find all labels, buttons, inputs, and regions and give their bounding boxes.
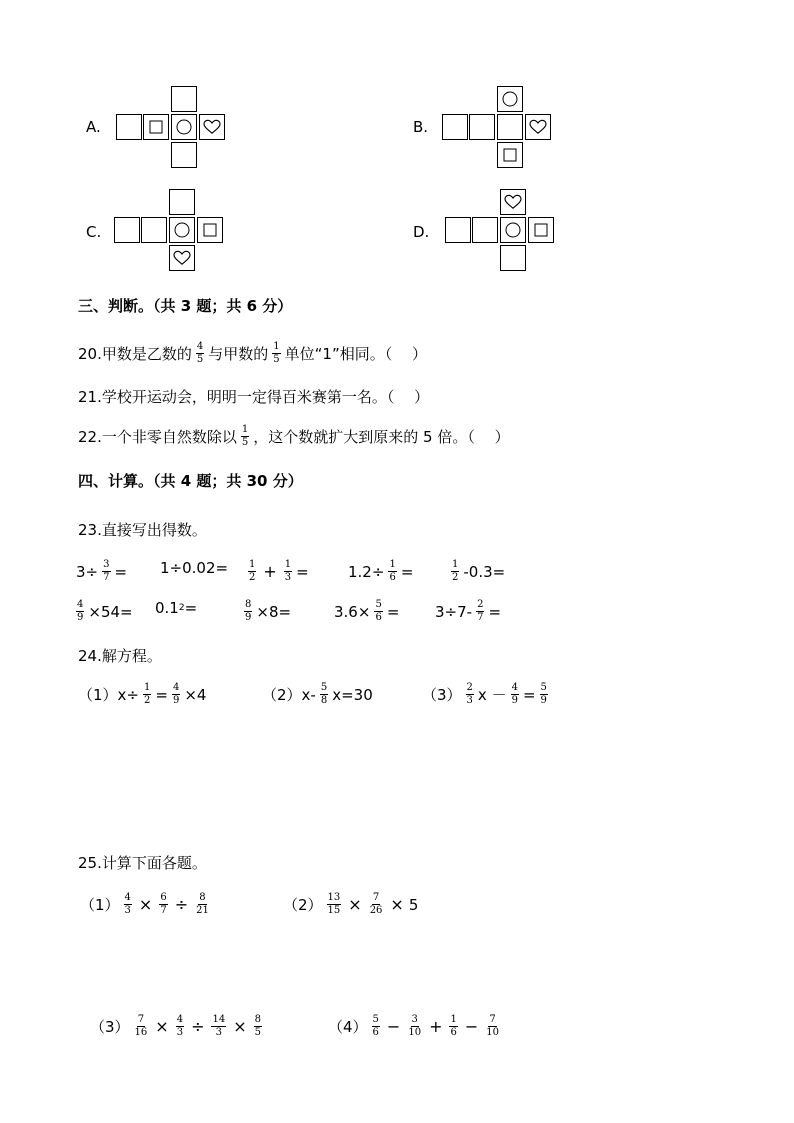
q22-text-a: 22.一个非零自然数除以 — [78, 428, 237, 446]
section-4-heading: 四、计算。（共 4 题；共 30 分） — [78, 472, 303, 490]
q24-equation-3: （3） $\frac{2}{3}$ x － $\frac{4}{9}$ = $\frac{5}{9}$ — [422, 682, 547, 706]
net-cell — [171, 114, 197, 140]
heart-icon — [203, 119, 221, 135]
net-cell — [497, 86, 523, 112]
heart-icon — [173, 250, 191, 266]
q23-expr: 3.6× $\frac{5}{6}$ = — [334, 599, 400, 623]
net-cell — [169, 217, 195, 243]
q24-equation-1: （1）x÷ $\frac{1}{2}$ = $\frac{4}{9}$ ×4 — [78, 682, 207, 706]
square-icon — [535, 224, 548, 237]
fraction: $\frac{6}{7}$ — [160, 892, 167, 916]
heart-icon — [529, 119, 547, 135]
net-cell — [171, 142, 197, 168]
fraction: $\frac{14}{3}$ — [212, 1014, 226, 1038]
net-cell — [497, 114, 523, 140]
net-cell — [500, 189, 526, 215]
fraction: $\frac{1}{6}$ — [389, 559, 396, 583]
circle-icon — [506, 223, 521, 238]
fraction: $\frac{4}{3}$ — [176, 1014, 184, 1038]
fraction: $\frac{13}{15}$ — [327, 892, 341, 916]
fraction: $\frac{8}{9}$ — [245, 599, 252, 623]
question-22 — [78, 424, 510, 449]
fraction: $\frac{5}{8}$ — [320, 682, 328, 706]
net-cell — [528, 217, 554, 243]
net-cell — [143, 114, 169, 140]
fraction: $\frac{1}{2}$ — [452, 559, 459, 583]
q22-text-b: ，这个数就扩大到原来的 5 倍。（ ） — [253, 428, 510, 446]
q20-text-b: 与甲数的 — [208, 345, 269, 363]
fraction: $\frac{5}{9}$ — [540, 682, 547, 706]
fraction: $\frac{4}{3}$ — [124, 892, 131, 916]
question-23-title: 23.直接写出得数。 — [78, 521, 207, 539]
heart-icon — [504, 194, 522, 210]
q23-expr: 0.1 2 = — [155, 599, 198, 617]
question-25-title: 25.计算下面各题。 — [78, 854, 207, 872]
net-cell — [500, 217, 526, 243]
q23-expr: 3÷ $\frac{3}{7}$ = — [76, 559, 128, 583]
fraction: $\frac{2}{3}$ — [466, 682, 473, 706]
section-3-heading: 三、判断。（共 3 题；共 6 分） — [78, 297, 293, 315]
fraction: $\frac{7}{10}$ — [486, 1014, 499, 1038]
q23-expr: 1÷0.02= — [160, 559, 229, 577]
q23-expr: $\frac{1}{2}$ -0.3= — [452, 559, 506, 583]
q20-text-a: 20.甲数是乙数的 — [78, 345, 192, 363]
q23-expr: $\frac{1}{2}$ + $\frac{1}{3}$ = — [249, 559, 309, 583]
q24-equation-2: （2）x- $\frac{5}{8}$ x=30 — [262, 682, 373, 706]
fraction: $\frac{5}{6}$ — [375, 599, 382, 623]
net-cell — [497, 142, 523, 168]
net-cell — [442, 114, 468, 140]
q25-problem-1: （1） $\frac{4}{3}$ × $\frac{6}{7}$ ÷ $\frac{8}{21}$ — [80, 892, 209, 916]
square-icon — [204, 224, 217, 237]
option-a-label: A. — [86, 118, 101, 136]
q23-expr: 3÷7- $\frac{2}{7}$ = — [435, 599, 502, 623]
fraction: $\frac{3}{10}$ — [408, 1014, 422, 1038]
q23-expr: $\frac{8}{9}$ ×8= — [245, 599, 292, 623]
option-d-label: D. — [413, 223, 430, 241]
q25-problem-4: （4） $\frac{5}{6}$ − $\frac{3}{10}$ + $\frac{1}{6}$ − $\frac{7}{10}$ — [328, 1014, 499, 1038]
question-24-title: 24.解方程。 — [78, 647, 162, 665]
fraction: $\frac{4}{9}$ — [511, 682, 518, 706]
question-20 — [78, 341, 427, 366]
circle-icon — [175, 223, 190, 238]
fraction: $\frac{1}{3}$ — [284, 559, 292, 583]
q20-text-c: 单位“1”相同。（ ） — [284, 345, 427, 363]
fraction: $\frac{3}{7}$ — [103, 559, 110, 583]
fraction: $\frac{8}{21}$ — [196, 892, 209, 916]
fraction: $\frac{4}{9}$ — [77, 599, 84, 623]
q23-expr: $\frac{4}{9}$ ×54= — [77, 599, 133, 623]
fraction: $\frac{1}{5}$ — [273, 341, 280, 365]
net-cell — [171, 86, 197, 112]
net-cell — [469, 114, 495, 140]
fraction: $\frac{2}{7}$ — [477, 599, 484, 623]
circle-icon — [503, 92, 518, 107]
net-cell — [500, 245, 526, 271]
q25-problem-2: （2） $\frac{13}{15}$ × $\frac{7}{26}$ × 5 — [283, 892, 419, 916]
net-cell — [169, 245, 195, 271]
square-icon — [504, 149, 517, 162]
net-cell — [199, 114, 225, 140]
fraction: $\frac{5}{6}$ — [372, 1014, 379, 1038]
net-cell — [141, 217, 167, 243]
fraction: $\frac{7}{26}$ — [369, 892, 383, 916]
fraction: $\frac{7}{16}$ — [134, 1014, 148, 1038]
net-cell — [114, 217, 140, 243]
fraction: $\frac{4}{5}$ — [196, 341, 204, 365]
fraction: $\frac{1}{2}$ — [249, 559, 256, 583]
fraction: $\frac{4}{9}$ — [172, 682, 180, 706]
square-icon — [150, 121, 163, 134]
circle-icon — [177, 120, 192, 135]
fraction: $\frac{1}{5}$ — [241, 424, 249, 448]
fraction: $\frac{1}{2}$ — [144, 682, 151, 706]
net-cell — [197, 217, 223, 243]
net-cell — [445, 217, 471, 243]
q25-problem-3: （3） $\frac{7}{16}$ × $\frac{4}{3}$ ÷ $\frac{14}{3}$ × $\frac{8}{5}$ — [90, 1014, 261, 1038]
net-cell — [525, 114, 551, 140]
net-cell — [169, 189, 195, 215]
fraction: $\frac{1}{6}$ — [450, 1014, 457, 1038]
net-cell — [472, 217, 498, 243]
q23-expr: 1.2÷ $\frac{1}{6}$ = — [348, 559, 414, 583]
question-21: 21.学校开运动会，明明一定得百米赛第一名。（ ） — [78, 388, 430, 406]
fraction: $\frac{8}{5}$ — [254, 1014, 261, 1038]
option-c-label: C. — [86, 223, 102, 241]
option-b-label: B. — [413, 118, 429, 136]
net-cell — [116, 114, 142, 140]
